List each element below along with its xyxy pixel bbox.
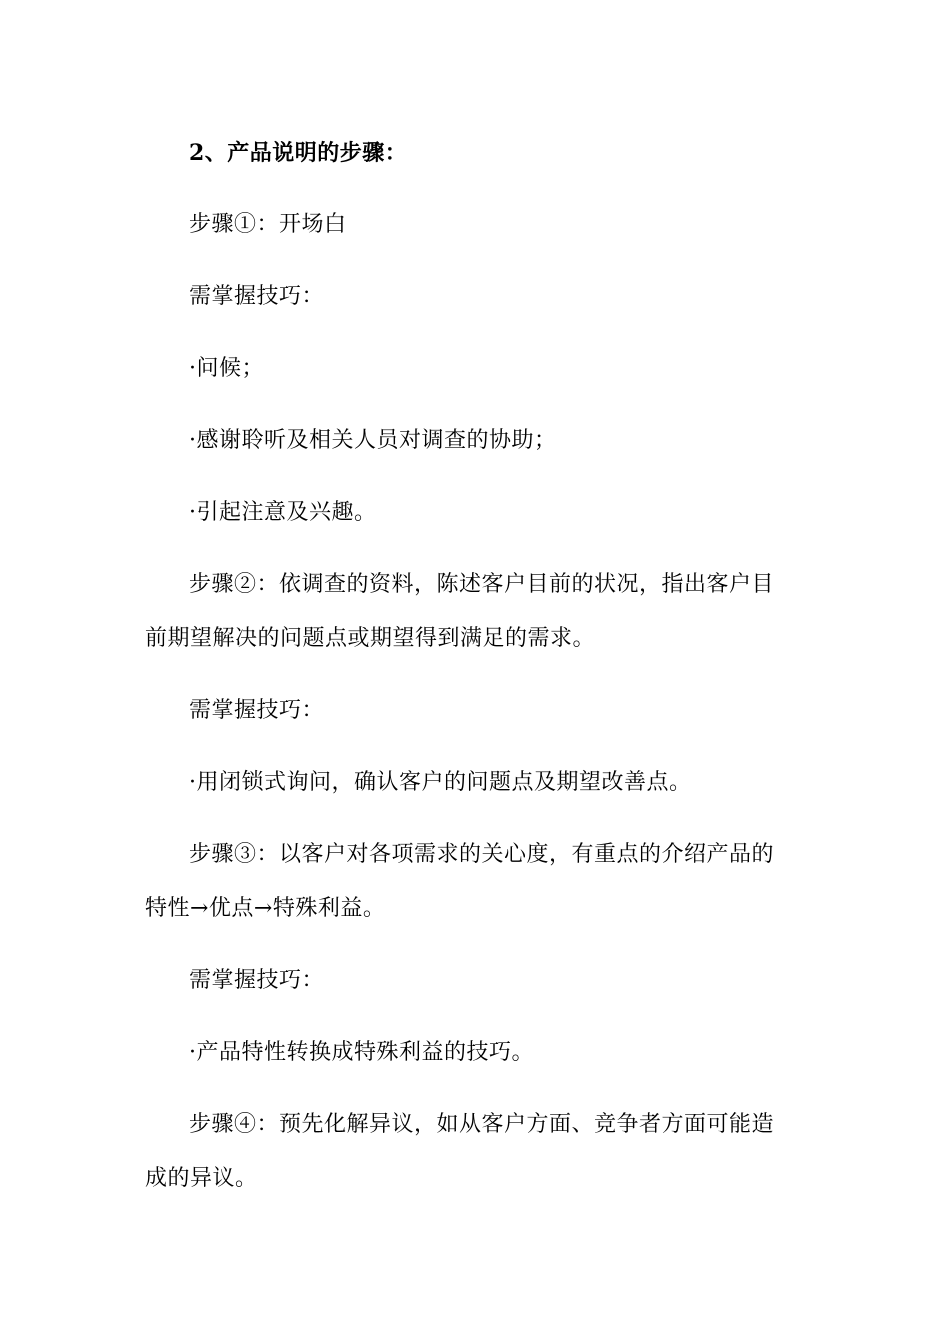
bullet-item: ·问候； bbox=[189, 356, 264, 381]
bullet-item: ·引起注意及兴趣。 bbox=[189, 500, 377, 525]
step-2-paragraph: 步骤②：依调查的资料，陈述客户目前的状况，指出客户目前期望解决的问题点或期望得到满足的需求。 bbox=[145, 572, 775, 651]
bullet-item: ·用闭锁式询问，确认客户的问题点及期望改善点。 bbox=[189, 770, 692, 795]
step-3-paragraph: 步骤③：以客户对各项需求的关心度，有重点的介绍产品的特性→优点→特殊利益。 bbox=[145, 842, 775, 921]
section-heading: 2、产品说明的步骤： bbox=[189, 140, 408, 166]
bullet-item: ·产品特性转换成特殊利益的技巧。 bbox=[189, 1040, 534, 1065]
skills-label: 需掌握技巧： bbox=[189, 698, 325, 723]
skills-label: 需掌握技巧： bbox=[189, 284, 325, 309]
step-4-paragraph: 步骤④：预先化解异议，如从客户方面、竞争者方面可能造成的异议。 bbox=[145, 1112, 775, 1191]
step-1-title: 步骤①：开场白 bbox=[189, 212, 347, 237]
bullet-item: ·感谢聆听及相关人员对调查的协助； bbox=[189, 428, 557, 453]
skills-label: 需掌握技巧： bbox=[189, 968, 325, 993]
document-body bbox=[145, 126, 795, 1224]
